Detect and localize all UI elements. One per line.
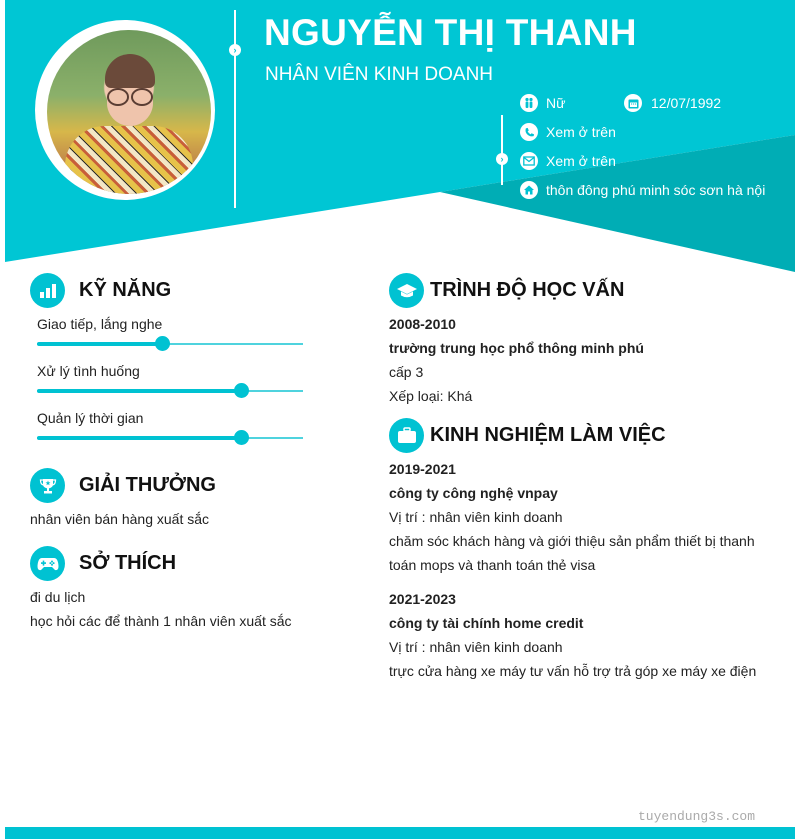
gender-value: Nữ [546, 95, 566, 111]
education-grade: Xếp loại: Khá [389, 388, 473, 404]
experience-description: trực cửa hàng xe máy tư vấn hỗ trợ trả góp xe máy xe điện [389, 663, 757, 679]
hobby-item: học hỏi các để thành 1 nhân viên xuất sắc [30, 613, 292, 629]
candidate-name: NGUYỄN THỊ THANH [264, 12, 637, 53]
birthday-value: 12/07/1992 [651, 95, 722, 111]
award-item: nhân viên bán hàng xuất sắc [30, 511, 210, 527]
avatar [47, 30, 211, 194]
experience-position: Vị trí : nhân viên kinh doanh [389, 639, 563, 655]
phone-value[interactable]: Xem ở trên [546, 124, 616, 140]
phone-icon [520, 123, 538, 141]
info-divider [501, 115, 503, 185]
chevron-right-icon: › [496, 153, 508, 165]
gender-icon [520, 94, 538, 112]
skill-bar-knob [234, 383, 249, 398]
skills-title: KỸ NĂNG [79, 279, 172, 301]
hobby-item: đi du lịch [30, 589, 86, 605]
skill-bar-knob [234, 430, 249, 445]
education-level: cấp 3 [389, 364, 424, 380]
education-period: 2008-2010 [389, 316, 456, 332]
education-section-header [389, 273, 624, 308]
skill-label: Xử lý tình huống [37, 363, 140, 379]
experience-period: 2019-2021 [389, 461, 456, 477]
experience-company: công ty công nghệ vnpay [389, 485, 558, 501]
skill-bar-fill [37, 342, 163, 346]
graduation-cap-icon [389, 273, 424, 308]
info-birthday [624, 94, 721, 112]
hobbies-title: SỞ THÍCH [79, 552, 177, 574]
avatar-shirt [65, 126, 193, 194]
bar-chart-icon [30, 273, 65, 308]
experience-section-header [389, 418, 666, 453]
chevron-right-icon: › [229, 44, 241, 56]
info-gender [520, 94, 565, 112]
calendar-icon [624, 94, 642, 112]
info-address [520, 181, 765, 199]
education-title: TRÌNH ĐỘ HỌC VẤN [430, 279, 625, 301]
experience-description: toán mops và thanh toán thẻ visa [389, 557, 596, 573]
experience-period: 2021-2023 [389, 591, 456, 607]
gamepad-icon [30, 546, 65, 581]
watermark: tuyendung3s.com [638, 809, 756, 824]
education-school: trường trung học phổ thông minh phú [389, 340, 644, 356]
awards-title: GIẢI THƯỞNG [79, 474, 216, 496]
info-phone [520, 123, 616, 141]
experience-company: công ty tài chính home credit [389, 615, 584, 631]
skill-label: Giao tiếp, lắng nghe [37, 316, 163, 332]
avatar-hair [105, 54, 155, 88]
skill-label: Quản lý thời gian [37, 410, 144, 426]
skill-bar-fill [37, 436, 242, 440]
job-title: NHÂN VIÊN KINH DOANH [265, 64, 494, 85]
hobbies-section-header [30, 546, 176, 581]
trophy-icon [30, 468, 65, 503]
experience-description: chăm sóc khách hàng và giới thiệu sản phẩm thiết bị thanh [389, 533, 755, 549]
email-value[interactable]: Xem ở trên [546, 153, 616, 169]
skill-bar-knob [155, 336, 170, 351]
awards-section-header [30, 468, 216, 503]
avatar-glasses [107, 88, 129, 106]
info-email [520, 152, 616, 170]
address-value: thôn đông phú minh sóc sơn hà nội [546, 182, 766, 198]
home-icon [520, 181, 538, 199]
skill-bar-fill [37, 389, 242, 393]
experience-position: Vị trí : nhân viên kinh doanh [389, 509, 563, 525]
header-divider [234, 10, 236, 208]
avatar-glasses [131, 88, 153, 106]
skills-section-header [30, 273, 171, 308]
footer-bar [5, 827, 795, 839]
email-icon [520, 152, 538, 170]
briefcase-icon [389, 418, 424, 453]
experience-title: KINH NGHIỆM LÀM VIỆC [430, 424, 666, 446]
